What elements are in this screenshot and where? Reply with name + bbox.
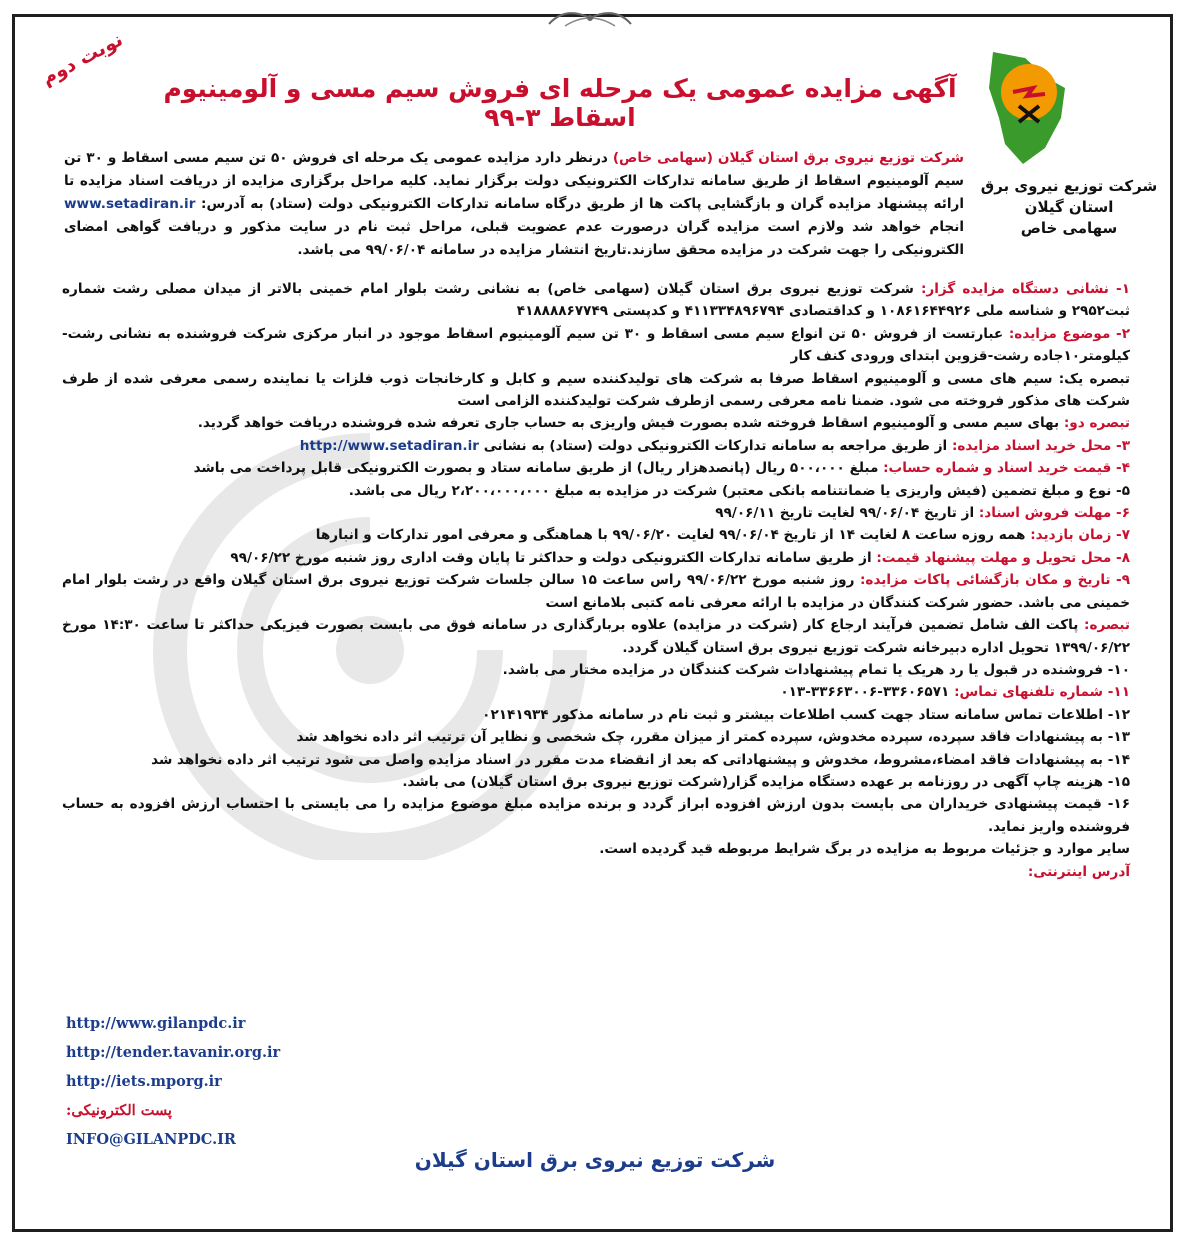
list-item [62, 771, 1130, 793]
item-text: تبصره یک: سیم های مسی و آلومینیوم اسقاط صرفا به شرکت های تولیدکننده سیم و کابل و کارخانجات ذوب فلزات یا نماینده رسمی معرفی شده از طرف شرکت های مذکور فروخته می شود. ضمنا نامه معرفی رسمی ازطرف شرکت تولیدکننده الزامی است [62, 370, 1130, 410]
item-text: ۱۴- به پیشنهادات فاقد امضاء،مشروط، مخدوش و پیشنهاداتی که بعد از انقضاء مدت مقرر در اسناد مزایده واصل می شود ترتیب اثر داده نخواهد شد [151, 751, 1130, 768]
company-logo-icon [985, 48, 1069, 168]
intro-paragraph [64, 147, 964, 262]
setad-url-link[interactable]: http://www.setadiran.ir [299, 437, 479, 454]
intro-text-2: انجام خواهد شد ولازم است مزایده گران درصورت عدم عضویت قبلی، مراحل ثبت نام در سایت مذکور و دریافت گواهی امضای الکترونیکی را جهت شرکت در مزایده محقق سازند.تاریخ انتشار مزایده در سامانه ۹۹/۰۶/۰۴ می باشد. [64, 219, 964, 258]
item-text: عبارتست از فروش ۵۰ تن انواع سیم مسی اسقاط و ۳۰ تن سیم آلومینیوم اسقاط موجود در انبار مرکزی شرکت فروشنده به نشانی رشت- کیلومتر۱۰جاده رشت-قزوین ابتدای ورودی کنف کار [62, 325, 1130, 365]
list-item [62, 412, 1130, 434]
item-text: ۱۶- قیمت پیشنهادی خریداران می بایست بدون ارزش افزوده ابراز گردد و برنده مزایده مبلغ موضوع مزایده را می بایستی با احتساب ارزش افزوده به حساب فروشنده واریز نماید. [62, 796, 1130, 835]
list-item [62, 749, 1130, 771]
item-text: ۱۳- به پیشنهادات فاقد سپرده، سپرده مخدوش، سپرده کمتر از میزان مقرر، چک شخصی و نظایر آن ترتیب اثر داده نخواهد شد [296, 729, 1130, 746]
list-item [62, 704, 1130, 726]
item-text: ۱۰- فروشنده در قبول یا رد هریک یا تمام پیشنهادات شرکت کنندگان در مزایده مختار می باشد. [502, 661, 1130, 678]
intro-text-1: درنظر دارد مزایده عمومی یک مرحله ای فروش ۵۰ تن سیم مسی اسقاط و ۳۰ تن سیم آلومینیوم اسقاط از طریق سامانه تدارکات الکترونیکی دولت برگزار نماید. کلیه مراحل برگزاری مزایده از دریافت اسناد مزایده تا ارائه پیشنهاد مزایده گران و بازگشایی پاکت ها از طریق درگاه سامانه تدارکات الکترونیکی دولت (ستاد) به آدرس: [64, 150, 964, 212]
ornament-icon [545, 4, 635, 30]
page-title: آگهی مزایده عمومی یک مرحله ای فروش سیم مسی و آلومینیوم اسقاط ۳-۹۹ [163, 74, 957, 132]
list-item [62, 457, 1130, 479]
list-item [62, 502, 1130, 524]
list-item [62, 726, 1130, 748]
brand-line-1: شرکت توزیع نیروی برق [980, 177, 1158, 195]
list-item [62, 524, 1130, 546]
item-label: ۱۱- شماره تلفنهای تماس: [954, 684, 1130, 701]
brand-line-3: سهامی خاص [1020, 219, 1118, 237]
iets-link[interactable]: http://iets.mporg.ir [66, 1073, 222, 1090]
list-item [62, 368, 1130, 413]
item-text: همه روزه ساعت ۸ لغایت ۱۴ از تاریخ ۹۹/۰۶/۰۴ لغایت ۹۹/۰۶/۲۰ با هماهنگی و معرفی امور تدارکات و انبارها [315, 527, 1031, 544]
item-text: مبلغ ۵۰۰،۰۰۰ ریال (پانصدهزار ریال) از طریق سامانه ستاد و بصورت الکترونیکی قابل پرداخت می باشد [193, 460, 884, 477]
item-text: از تاریخ ۹۹/۰۶/۰۴ لغایت تاریخ ۹۹/۰۶/۱۱ [715, 505, 979, 522]
list-item [62, 547, 1130, 569]
list-item [62, 569, 1130, 614]
item-label: تبصره دو: [1063, 415, 1130, 432]
item-label: ۸- محل تحویل و مهلت پیشنهاد قیمت: [876, 549, 1130, 566]
footer-signature: شرکت توزیع نیروی برق استان گیلان [414, 1148, 776, 1172]
intro-url-link[interactable]: www.setadiran.ir [64, 196, 196, 212]
item-label: ۴- قیمت خرید اسناد و شماره حساب: [883, 460, 1130, 477]
brand-line-2: استان گیلان [1024, 198, 1114, 216]
item-label: ۷- زمان بازدید: [1030, 527, 1130, 544]
list-item [62, 681, 1130, 703]
item-text: از طریق سامانه تدارکات الکترونیکی دولت و حداکثر تا پایان وقت اداری روز شنبه مورخ ۹۹/۰۶/۲۲ [230, 549, 877, 566]
item-text: سایر موارد و جزئیات مربوط به مزایده در برگ شرایط مربوطه قید گردیده است. [599, 841, 1130, 858]
email-link[interactable]: INFO@GILANPDC.IR [66, 1131, 236, 1148]
item-label: ۱- نشانی دستگاه مزایده گزار: [920, 281, 1130, 297]
item-label: تبصره: [1084, 617, 1131, 634]
item-label: ۶- مهلت فروش اسناد: [978, 505, 1130, 522]
tavanir-link[interactable]: http://tender.tavanir.org.ir [66, 1044, 281, 1061]
list-item [62, 861, 1130, 883]
list-item [62, 614, 1130, 659]
item-text: ۵- نوع و مبلغ تضمین (فیش واریزی یا ضمانتنامه بانکی معتبر) شرکت در مزایده به مبلغ ۲،۲۰۰،۰۰۰،۰۰۰ ریال می باشد. [348, 482, 1130, 499]
gilanpdc-link[interactable]: http://www.gilanpdc.ir [66, 1015, 246, 1032]
item-text: ۳۳۶۰۶۵۷۱-۳۳۶۶۳۰۰۶-۰۱۳ [780, 684, 955, 701]
terms-list [62, 278, 1130, 883]
item-text: پاکت الف شامل تضمین فرآیند ارجاع کار (شرکت در مزایده) علاوه بربارگذاری در سامانه فوق می بایست بصورت فیزیکی حداکثر تا ساعت ۱۴:۳۰ مورخ ۱۳۹۹/۰۶/۲۲ تحویل اداره دبیرخانه شرکت توزیع نیروی برق استان گیلان گردد. [62, 617, 1130, 656]
edition-ribbon: نوبت دوم [38, 28, 127, 90]
item-text: از طریق مراجعه به سامانه تدارکات الکترونیکی دولت (ستاد) به نشانی [478, 437, 952, 454]
list-item [62, 278, 1130, 323]
item-label: ۲- موضوع مزایده: [1008, 325, 1130, 342]
item-label: ۹- تاریخ و مکان بازگشائی پاکات مزایده: [859, 572, 1130, 589]
email-label: پست الکترونیکی: [66, 1102, 172, 1119]
list-item [62, 793, 1130, 838]
item-text: ۱۲- اطلاعات تماس سامانه ستاد جهت کسب اطلاعات بیشتر و ثبت نام در سامانه مذکور ۰۲۱۴۱۹۳۴ [482, 706, 1130, 723]
list-item [62, 838, 1130, 860]
list-item [62, 480, 1130, 502]
list-item [62, 435, 1130, 457]
intro-company: شرکت توزیع نیروی برق استان گیلان (سهامی خاص) [612, 150, 964, 166]
address-label: آدرس اینترنتی: [1027, 863, 1130, 880]
item-text: شرکت توزیع نیروی برق استان گیلان (سهامی خاص) به نشانی رشت بلوار امام خمینی بالاتر از میدان مصلی رشت شماره ثبت۲۹۵۲ و شناسه ملی ۱۰۸۶۱۶۴۴۹۲۶ و کداقتصادی ۴۱۱۳۳۴۸۹۶۷۹۴ و کدپستی ۴۱۸۸۸۸۶۷۷۴۹ [62, 281, 1130, 320]
links-block [66, 1009, 346, 1154]
item-text: روز شنبه مورخ ۹۹/۰۶/۲۲ راس ساعت ۱۵ سالن جلسات شرکت توزیع نیروی برق استان گیلان واقع در رشت بلوار امام خمینی می باشد. حضور شرکت کنندگان در مزایده با ارائه معرفی نامه کتبی بلامانع است [62, 572, 1130, 611]
company-brand [980, 176, 1158, 239]
item-text: ۱۵- هزینه چاپ آگهی در روزنامه بر عهده دستگاه مزایده گزار(شرکت توزیع نیروی برق استان گیلان) می باشد. [402, 773, 1130, 790]
item-label: ۳- محل خرید اسناد مزایده: [951, 437, 1130, 454]
list-item [62, 323, 1130, 368]
list-item [62, 659, 1130, 681]
item-text: بهای سیم مسی و آلومینیوم اسقاط فروخته شده بصورت فیش واریزی به حساب جاری تعرفه شده فروشنده دریافت خواهد گردید. [197, 415, 1064, 432]
